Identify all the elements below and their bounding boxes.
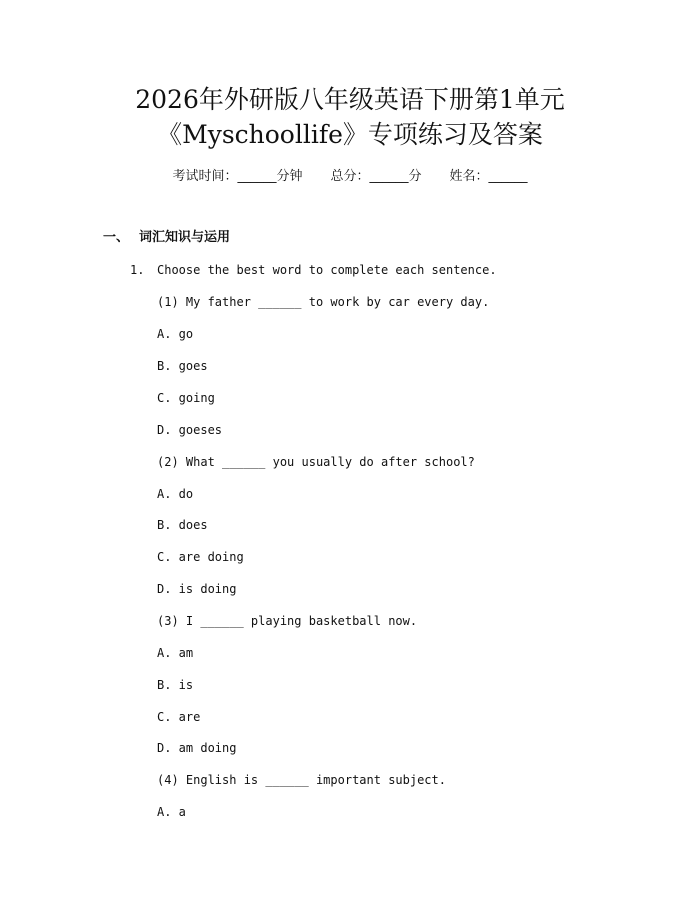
section-number: 一、 (103, 230, 130, 245)
exam-meta (0, 168, 700, 186)
option-3c: C. are (157, 710, 201, 724)
section-title: 词汇知识与运用 (139, 230, 231, 245)
sub-question-1: (1) My father ______ to work by car every day. (157, 295, 490, 309)
option-1c: C. going (157, 391, 215, 405)
option-2d: D. is doing (157, 582, 237, 596)
document-title-line-1: 2026年外研版八年级英语下册第1单元 (135, 85, 565, 114)
option-2c: C. are doing (157, 550, 244, 564)
sub-question-3: (3) I ______ playing basketball now. (157, 614, 418, 628)
exam-name-label: 姓名：______ (449, 169, 528, 184)
option-1a: A. go (157, 327, 194, 341)
question-number: 1. (130, 263, 145, 277)
option-1d: D. goeses (157, 423, 223, 437)
option-4a: A. a (157, 805, 186, 819)
option-2b: B. does (157, 518, 208, 532)
option-3d: D. am doing (157, 741, 237, 755)
option-2a: A. do (157, 487, 194, 501)
exam-score-label: 总分：______分 (330, 169, 422, 184)
section-heading (103, 229, 230, 247)
option-3b: B. is (157, 678, 194, 692)
exam-time-label: 考试时间：______分钟 (172, 169, 303, 184)
sub-question-2: (2) What ______ you usually do after school? (157, 455, 475, 469)
question-instruction: Choose the best word to complete each sentence. (157, 263, 497, 277)
option-1b: B. goes (157, 359, 208, 373)
document-title-line-2: 《Myschoollife》专项练习及答案 (157, 120, 543, 149)
option-3a: A. am (157, 646, 194, 660)
sub-question-4: (4) English is ______ important subject. (157, 773, 446, 787)
